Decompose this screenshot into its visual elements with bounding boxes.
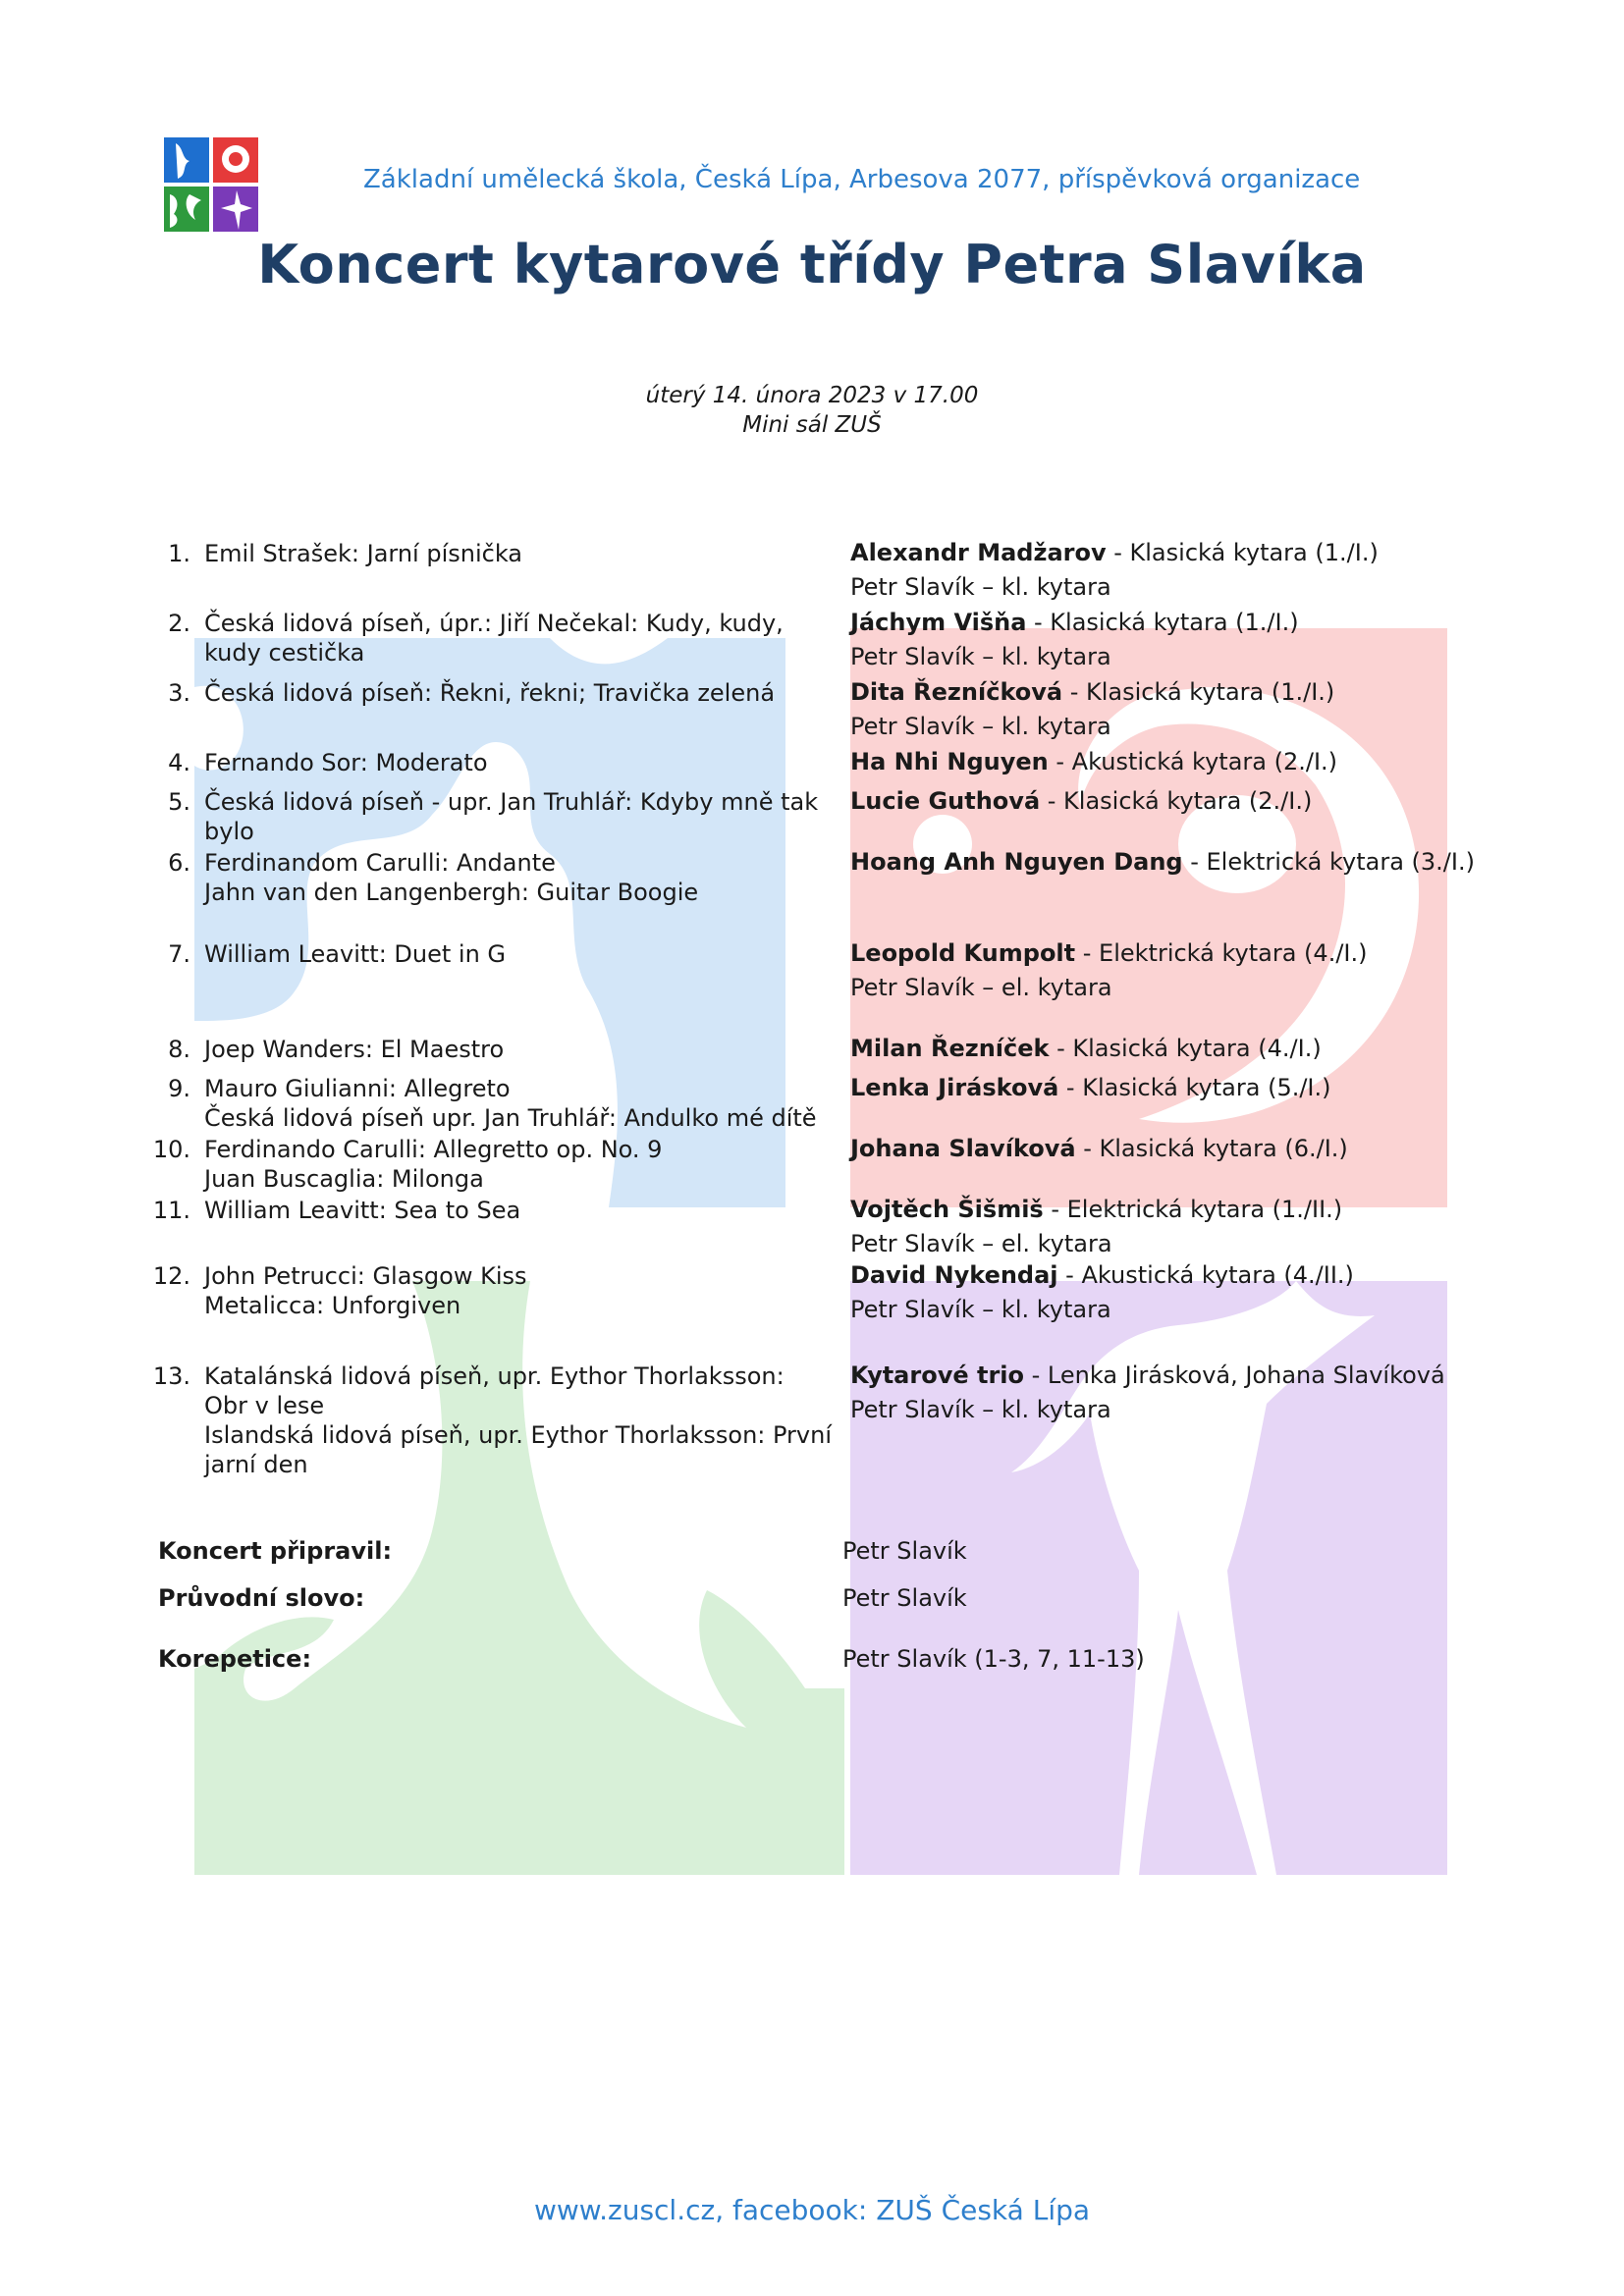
performer-name: David Nykendaj <box>850 1261 1058 1289</box>
program-piece: Katalánská lidová píseň, upr. Eythor Thorlaksson: Obr v lese Islandská lidová píseň, upr. Eythor Thorlaksson: První jarní den <box>204 1362 832 1478</box>
program-piece: Ferdinando Carulli: Allegretto op. No. 9 Juan Buscaglia: Milonga <box>204 1136 663 1193</box>
program-performer: Johana Slavíková - Klasická kytara (6./I.) <box>850 1135 1348 1162</box>
performer-name: Leopold Kumpolt <box>850 939 1076 967</box>
concert-venue: Mini sál ZUŠ <box>742 412 882 438</box>
program-piece: John Petrucci: Glasgow Kiss Metalicca: Unforgiven <box>204 1262 527 1319</box>
performer-name: Milan Řezníček <box>850 1035 1050 1062</box>
performer-name: Vojtěch Šišmiš <box>850 1196 1044 1223</box>
program-performer: David Nykendaj - Akustická kytara (4./II.) Petr Slavík – kl. kytara <box>850 1261 1354 1323</box>
program-piece: Mauro Giulianni: Allegreto Česká lidová píseň upr. Jan Truhlář: Andulko mé dítě <box>204 1075 817 1132</box>
school-name: Základní umělecká škola, Česká Lípa, Arbesova 2077, příspěvková organizace <box>363 165 1361 194</box>
program-number: 7. <box>168 940 190 968</box>
performer-name: Alexandr Madžarov <box>850 539 1107 566</box>
performer-name: Ha Nhi Nguyen <box>850 748 1049 775</box>
program-number: 6. <box>168 849 190 877</box>
accompanist: Petr Slavík – kl. kytara <box>850 1396 1111 1423</box>
credit-label: Korepetice: <box>158 1645 312 1673</box>
credit-value: Petr Slavík <box>842 1537 967 1565</box>
program-number: 12. <box>152 1262 190 1290</box>
program-number: 10. <box>152 1136 190 1163</box>
program-performer: Lucie Guthová - Klasická kytara (2./I.) <box>850 787 1313 815</box>
program-piece: Ferdinandom Carulli: Andante Jahn van den Langenbergh: Guitar Boogie <box>204 849 699 906</box>
performer-name: Lucie Guthová <box>850 787 1041 815</box>
program-number: 5. <box>168 788 190 816</box>
accompanist: Petr Slavík – kl. kytara <box>850 713 1111 740</box>
program-piece: William Leavitt: Duet in G <box>204 940 507 968</box>
program-performer: Lenka Jirásková - Klasická kytara (5./I.) <box>850 1074 1331 1101</box>
program-performer: Milan Řezníček - Klasická kytara (4./I.) <box>850 1035 1322 1062</box>
concert-date: úterý 14. února 2023 v 17.00 <box>645 383 979 408</box>
program-number: 1. <box>168 540 190 567</box>
performer-name: Hoang Anh Nguyen Dang <box>850 848 1183 876</box>
performer-name: Dita Řezníčková <box>850 678 1063 706</box>
credit-label: Průvodní slovo: <box>158 1584 365 1612</box>
program-piece: Emil Strašek: Jarní písnička <box>204 540 523 567</box>
program-piece: William Leavitt: Sea to Sea <box>204 1197 521 1224</box>
accompanist: Petr Slavík – kl. kytara <box>850 643 1111 670</box>
footer-links: www.zuscl.cz, facebook: ZUŠ Česká Lípa <box>533 2194 1091 2226</box>
program-number: 2. <box>168 610 190 637</box>
program-performer: Alexandr Madžarov - Klasická kytara (1./I.) Petr Slavík – kl. kytara <box>850 539 1379 601</box>
program-number: 9. <box>168 1075 190 1102</box>
credit-label: Koncert připravil: <box>158 1537 393 1565</box>
program-performer: Jáchym Višňa - Klasická kytara (1./I.) Petr Slavík – kl. kytara <box>850 609 1299 670</box>
program-number: 8. <box>168 1036 190 1063</box>
program-performer: Vojtěch Šišmiš - Elektrická kytara (1./II.) Petr Slavík – el. kytara <box>850 1196 1343 1257</box>
school-logo-icon <box>162 135 260 234</box>
accompanist: Petr Slavík – kl. kytara <box>850 573 1111 601</box>
program-number: 11. <box>152 1197 190 1224</box>
program-piece: Česká lidová píseň: Řekni, řekni; Travička zelená <box>204 679 776 707</box>
accompanist: Petr Slavík – el. kytara <box>850 1230 1112 1257</box>
program-piece: Joep Wanders: El Maestro <box>204 1036 505 1063</box>
program-piece: Fernando Sor: Moderato <box>204 749 488 776</box>
program-performer: Ha Nhi Nguyen - Akustická kytara (2./I.) <box>850 748 1338 775</box>
program-performer: Kytarové trio - Lenka Jirásková, Johana Slavíková Petr Slavík – kl. kytara <box>850 1362 1445 1423</box>
program-number: 4. <box>168 749 190 776</box>
accompanist: Petr Slavík – kl. kytara <box>850 1296 1111 1323</box>
program-performer: Leopold Kumpolt - Elektrická kytara (4./I.) Petr Slavík – el. kytara <box>850 939 1368 1001</box>
performer-name: Lenka Jirásková <box>850 1074 1059 1101</box>
program-number: 3. <box>168 679 190 707</box>
program-number: 13. <box>152 1362 190 1390</box>
program-performer: Dita Řezníčková - Klasická kytara (1./I.) Petr Slavík – kl. kytara <box>850 678 1335 740</box>
program-performer: Hoang Anh Nguyen Dang - Elektrická kytara (3./I.) <box>850 848 1475 876</box>
performer-name: Johana Slavíková <box>850 1135 1076 1162</box>
accompanist: Petr Slavík – el. kytara <box>850 974 1112 1001</box>
program-piece: Česká lidová píseň - upr. Jan Truhlář: Kdyby mně tak bylo <box>204 788 819 845</box>
concert-title: Koncert kytarové třídy Petra Slavíka <box>257 234 1367 295</box>
performer-name: Kytarové trio <box>850 1362 1024 1389</box>
performer-name: Jáchym Višňa <box>850 609 1027 636</box>
credit-value: Petr Slavík (1-3, 7, 11-13) <box>842 1645 1145 1673</box>
credit-value: Petr Slavík <box>842 1584 967 1612</box>
program-piece: Česká lidová píseň, úpr.: Jiří Nečekal: Kudy, kudy, kudy cestička <box>204 610 784 667</box>
